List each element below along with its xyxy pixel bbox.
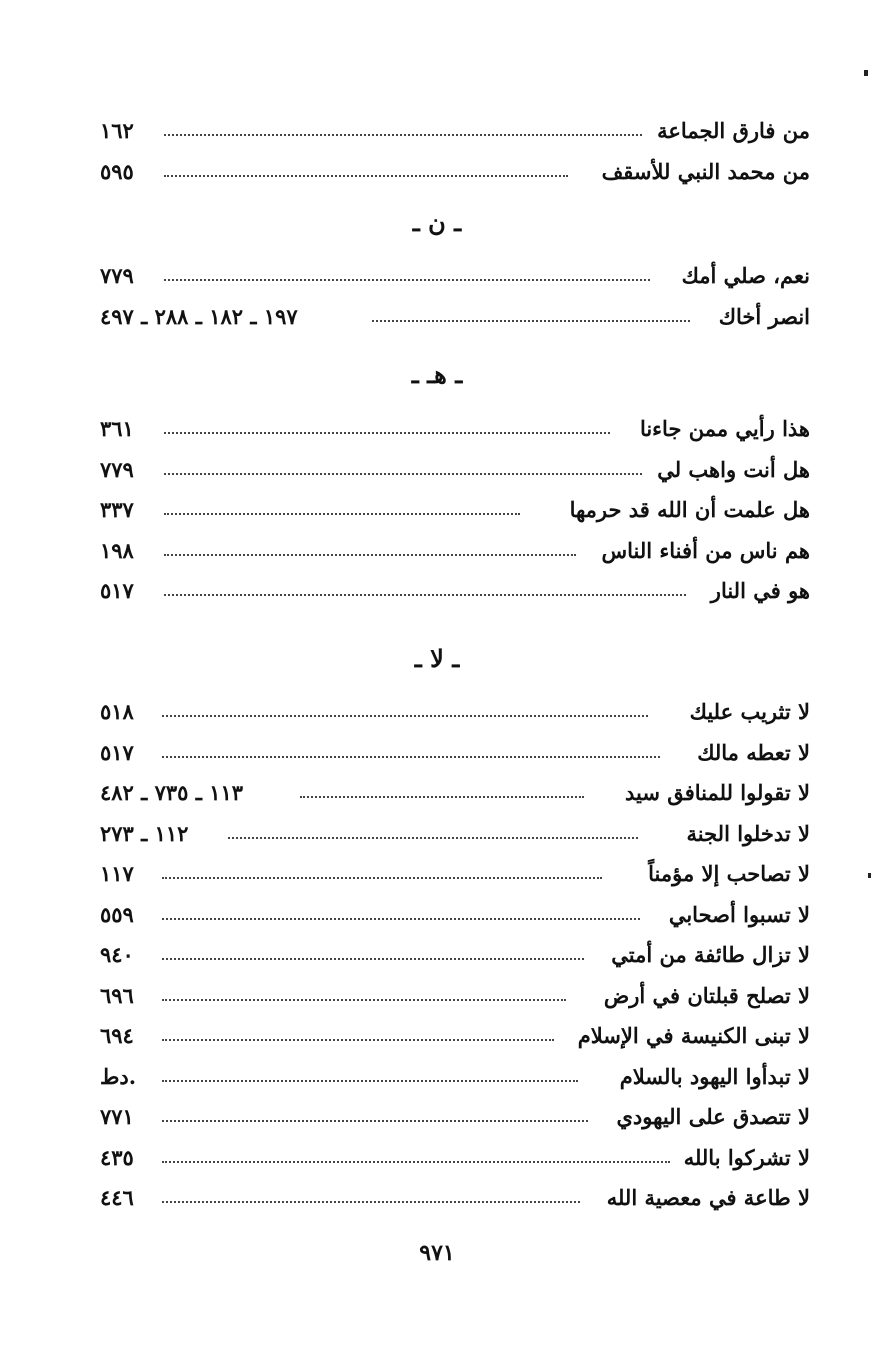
- entry-pages: ٣٦١: [100, 416, 134, 441]
- dot-leader: [162, 703, 648, 717]
- index-entry: [100, 153, 810, 194]
- index-block-continued: [100, 112, 810, 193]
- entry-pages: ٧٧٩: [100, 263, 134, 288]
- index-entry: [100, 1098, 810, 1139]
- dot-leader: [372, 308, 690, 322]
- scan-speck: [864, 70, 868, 76]
- index-entry: [100, 693, 810, 734]
- index-entry: [100, 774, 810, 815]
- entry-title: لا تتصدق على اليهودي: [616, 1104, 810, 1129]
- index-entry: [100, 451, 810, 492]
- entry-pages: ٥١٧: [100, 739, 134, 765]
- dot-leader: [162, 1149, 670, 1163]
- entry-pages: ١١٧: [100, 861, 134, 886]
- entry-title: هو في النار: [710, 578, 810, 603]
- entry-title: لا تقولوا للمنافق سيد: [624, 780, 810, 805]
- section-heading: ـ هـ ـ: [411, 360, 463, 389]
- entry-title: لا تبنى الكنيسة في الإسلام: [577, 1023, 810, 1048]
- dot-leader: [162, 987, 566, 1001]
- entry-pages: ٧٧٩: [100, 456, 134, 482]
- page-number: ٩٧١: [419, 1240, 455, 1266]
- dot-leader: [228, 825, 638, 839]
- entry-title: من فارق الجماعة: [657, 118, 810, 143]
- index-entry: [100, 532, 810, 573]
- dot-leader: [162, 946, 584, 960]
- dot-leader: [164, 420, 610, 434]
- entry-pages: ٧٧١: [100, 1104, 134, 1129]
- entry-pages: ١١٣ ـ ٧٣٥ ـ ٤٨٢: [100, 780, 244, 805]
- dot-leader: [162, 865, 602, 879]
- entry-pages: ٥٥٩: [100, 901, 134, 927]
- entry-title: لا تدخلوا الجنة: [686, 820, 810, 846]
- dot-leader: [164, 267, 650, 281]
- entry-title: لا تصلح قبلتان في أرض: [603, 982, 810, 1008]
- entry-title: هم ناس من أفناء الناس: [601, 537, 810, 563]
- index-entry: [100, 298, 810, 339]
- dot-leader: [162, 906, 640, 920]
- index-entry: [100, 1017, 810, 1058]
- entry-title: انصر أخاك: [718, 303, 810, 329]
- dot-leader: [162, 1189, 580, 1203]
- index-entry: [100, 734, 810, 775]
- index-entry: [100, 410, 810, 451]
- section-heading: ـ ن ـ: [412, 208, 462, 237]
- entry-pages: ٤٤٦: [100, 1185, 134, 1210]
- index-entry: [100, 896, 810, 937]
- index-entry: [100, 855, 810, 896]
- entry-pages: ٣٣٧: [100, 497, 134, 522]
- dot-leader: [164, 122, 642, 136]
- index-entry: [100, 1139, 810, 1180]
- index-entry: [100, 1058, 810, 1099]
- entry-title: لا طاعة في معصية الله: [606, 1185, 810, 1210]
- index-entry: [100, 572, 810, 613]
- section-heading: ـ لا ـ: [414, 644, 460, 673]
- entry-pages: ١١٢ ـ ٢٧٣: [100, 820, 189, 846]
- entry-title: هل أنت واهب لي: [657, 456, 810, 482]
- index-block-la: [100, 693, 810, 1220]
- entry-title: لا تزال طائفة من أمتي: [611, 942, 810, 967]
- entry-title: هذا رأيي ممن جاءنا: [639, 416, 810, 441]
- index-entry: [100, 491, 810, 532]
- dot-leader: [162, 1068, 578, 1082]
- entry-title: لا تثريب عليك: [689, 699, 810, 724]
- dot-leader: [300, 784, 584, 798]
- entry-title: نعم، صلي أمك: [681, 263, 810, 288]
- dot-leader: [164, 542, 576, 556]
- index-entry: [100, 977, 810, 1018]
- dot-leader: [162, 1027, 554, 1041]
- index-entry: [100, 936, 810, 977]
- entry-title: لا تبدأوا اليهود بالسلام: [619, 1063, 810, 1089]
- dot-leader: [164, 461, 642, 475]
- entry-pages: دط.: [100, 1063, 137, 1089]
- entry-pages: ٥٩٥: [100, 158, 134, 184]
- entry-pages: ١٦٢: [100, 118, 134, 143]
- dot-leader: [164, 163, 568, 177]
- dot-leader: [164, 501, 520, 515]
- index-block-ha: [100, 410, 810, 613]
- entry-pages: ٥١٨: [100, 699, 134, 724]
- index-entry: [100, 1179, 810, 1220]
- entry-pages: ٦٩٤: [100, 1023, 134, 1048]
- entry-title: هل علمت أن الله قد حرمها: [569, 497, 810, 522]
- dot-leader: [164, 582, 686, 596]
- entry-pages: ٦٩٦: [100, 982, 134, 1008]
- entry-pages: ٤٣٥: [100, 1144, 134, 1170]
- entry-title: من محمد النبي للأسقف: [601, 158, 810, 184]
- entry-title: لا تسبوا أصحابي: [668, 901, 810, 927]
- entry-title: لا تصاحب إلا مؤمناً: [648, 861, 810, 886]
- entry-title: لا تشركوا بالله: [683, 1144, 810, 1170]
- index-entry: [100, 815, 810, 856]
- entry-pages: ١٩٧ ـ ١٨٢ ـ ٢٨٨ ـ ٤٩٧: [100, 303, 298, 329]
- index-entry: [100, 112, 810, 153]
- index-block-nun: [100, 257, 810, 338]
- scan-speck: [868, 873, 871, 878]
- entry-pages: ٥١٧: [100, 578, 134, 603]
- dot-leader: [162, 1108, 588, 1122]
- entry-pages: ١٩٨: [100, 537, 134, 563]
- entry-title: لا تعطه مالك: [697, 739, 810, 765]
- dot-leader: [162, 744, 660, 758]
- index-entry: [100, 257, 810, 298]
- entry-pages: ٩٤٠: [100, 942, 134, 967]
